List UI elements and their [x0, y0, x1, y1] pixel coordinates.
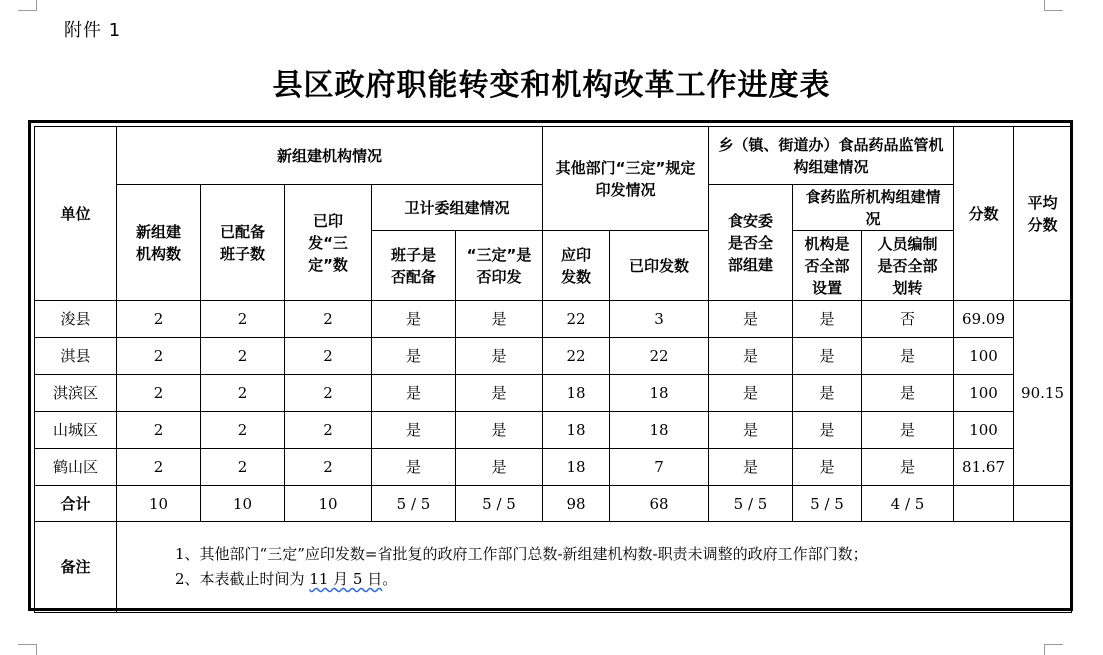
cell-should-print: 22: [543, 301, 610, 338]
total-new-org-count: 10: [117, 486, 201, 522]
cell-staff-transfer: 是: [862, 412, 954, 449]
cell-food-committee: 是: [709, 375, 793, 412]
total-row: [35, 486, 1072, 522]
total-food-committee: 5 / 5: [709, 486, 793, 522]
cell-health-sanding: 是: [456, 449, 543, 486]
page-corner-mark: [18, 644, 37, 655]
cell-health-team: 是: [372, 338, 456, 375]
row-unit: 山城区: [35, 412, 117, 449]
total-sanding-printed: 10: [285, 486, 372, 522]
total-average-empty: [1014, 486, 1072, 522]
header-station-set: 机构是否全部设置: [793, 231, 862, 301]
cell-score: 100: [954, 338, 1014, 375]
note-line-1: 1、其他部门“三定”应印发数=省批复的政府工作部门总数-新组建机构数-职责未调整的政府工作部门数；: [175, 545, 868, 563]
row-unit: 淇滨区: [35, 375, 117, 412]
header-unit: 单位: [35, 127, 117, 301]
table-row: [35, 301, 1072, 338]
total-health-sanding: 5 / 5: [456, 486, 543, 522]
cell-team-count: 2: [201, 338, 285, 375]
cell-food-committee: 是: [709, 412, 793, 449]
total-score-empty: [954, 486, 1014, 522]
notes-row: [35, 522, 1072, 613]
cell-staff-transfer: 是: [862, 338, 954, 375]
total-health-team: 5 / 5: [372, 486, 456, 522]
cell-score: 69.09: [954, 301, 1014, 338]
total-staff-transfer: 4 / 5: [862, 486, 954, 522]
cell-health-team: 是: [372, 375, 456, 412]
cell-should-print: 18: [543, 449, 610, 486]
header-staff-transfer: 人员编制是否全部划转: [862, 231, 954, 301]
cell-food-committee: 是: [709, 301, 793, 338]
cell-new-org-count: 2: [117, 301, 201, 338]
total-label: 合计: [35, 486, 117, 522]
page-corner-mark: [1044, 0, 1063, 11]
cell-average-score: 90.15: [1014, 301, 1072, 486]
cell-new-org-count: 2: [117, 412, 201, 449]
header-sanding-printed: 已印发“三定”数: [285, 185, 372, 301]
header-food-station-group: 食药监所机构组建情况: [793, 185, 954, 231]
header-score: 分数: [954, 127, 1014, 301]
cell-score: 81.67: [954, 449, 1014, 486]
cell-sanding-printed: 2: [285, 301, 372, 338]
cell-health-sanding: 是: [456, 375, 543, 412]
cell-health-sanding: 是: [456, 301, 543, 338]
cell-should-print: 22: [543, 338, 610, 375]
row-unit: 淇县: [35, 338, 117, 375]
cell-health-sanding: 是: [456, 338, 543, 375]
page-corner-mark: [1044, 644, 1063, 655]
cell-sanding-printed: 2: [285, 375, 372, 412]
header-health-team: 班子是否配备: [372, 231, 456, 301]
notes-content: [117, 522, 1072, 613]
cell-health-sanding: 是: [456, 412, 543, 449]
table-row: [35, 412, 1072, 449]
header-new-org-count: 新组建机构数: [117, 185, 201, 301]
cell-food-committee: 是: [709, 449, 793, 486]
note-line-2-suffix: 。: [382, 570, 398, 588]
cell-sanding-printed: 2: [285, 412, 372, 449]
header-food-committee: 食安委是否全部组建: [709, 185, 793, 301]
cell-health-team: 是: [372, 412, 456, 449]
cell-printed: 18: [610, 412, 709, 449]
cell-station-set: 是: [793, 338, 862, 375]
cell-printed: 22: [610, 338, 709, 375]
cell-new-org-count: 2: [117, 449, 201, 486]
progress-table-frame: [28, 120, 1073, 611]
table-row: [35, 449, 1072, 486]
cell-team-count: 2: [201, 449, 285, 486]
header-food-group: 乡（镇、街道办）食品药品监管机构组建情况: [709, 127, 954, 185]
cell-station-set: 是: [793, 375, 862, 412]
header-health-sanding: “三定”是否印发: [456, 231, 543, 301]
note-line-2: [175, 567, 1071, 592]
note-date: 11 月 5 日: [309, 570, 383, 588]
header-row-1: [35, 127, 1072, 185]
header-other-dept-group: 其他部门“三定”规定印发情况: [543, 127, 709, 231]
cell-station-set: 是: [793, 449, 862, 486]
cell-sanding-printed: 2: [285, 338, 372, 375]
cell-food-committee: 是: [709, 338, 793, 375]
row-unit: 鹤山区: [35, 449, 117, 486]
header-team-count: 已配备班子数: [201, 185, 285, 301]
cell-score: 100: [954, 375, 1014, 412]
cell-new-org-count: 2: [117, 375, 201, 412]
notes-label: 备注: [35, 522, 117, 613]
table-row: [35, 375, 1072, 412]
table-row: [35, 338, 1072, 375]
header-new-org-group: 新组建机构情况: [117, 127, 543, 185]
cell-should-print: 18: [543, 412, 610, 449]
cell-health-team: 是: [372, 301, 456, 338]
cell-team-count: 2: [201, 301, 285, 338]
header-should-print: 应印发数: [543, 231, 610, 301]
cell-health-team: 是: [372, 449, 456, 486]
note-line-2-prefix: 2、本表截止时间为: [175, 570, 310, 588]
cell-score: 100: [954, 412, 1014, 449]
attachment-label: 附件 1: [64, 20, 122, 41]
document-title: 县区政府职能转变和机构改革工作进度表: [272, 68, 831, 103]
row-unit: 浚县: [35, 301, 117, 338]
header-average-score: 平均分数: [1014, 127, 1072, 301]
cell-staff-transfer: 否: [862, 301, 954, 338]
header-printed: 已印发数: [610, 231, 709, 301]
total-should-print: 98: [543, 486, 610, 522]
total-station-set: 5 / 5: [793, 486, 862, 522]
cell-team-count: 2: [201, 412, 285, 449]
header-health-group: 卫计委组建情况: [372, 185, 543, 231]
cell-station-set: 是: [793, 412, 862, 449]
cell-staff-transfer: 是: [862, 449, 954, 486]
cell-printed: 7: [610, 449, 709, 486]
progress-table: [34, 126, 1072, 613]
cell-new-org-count: 2: [117, 338, 201, 375]
cell-should-print: 18: [543, 375, 610, 412]
page-corner-mark: [18, 0, 37, 11]
cell-team-count: 2: [201, 375, 285, 412]
cell-printed: 3: [610, 301, 709, 338]
total-printed: 68: [610, 486, 709, 522]
cell-printed: 18: [610, 375, 709, 412]
total-team-count: 10: [201, 486, 285, 522]
cell-station-set: 是: [793, 301, 862, 338]
cell-sanding-printed: 2: [285, 449, 372, 486]
cell-staff-transfer: 是: [862, 375, 954, 412]
